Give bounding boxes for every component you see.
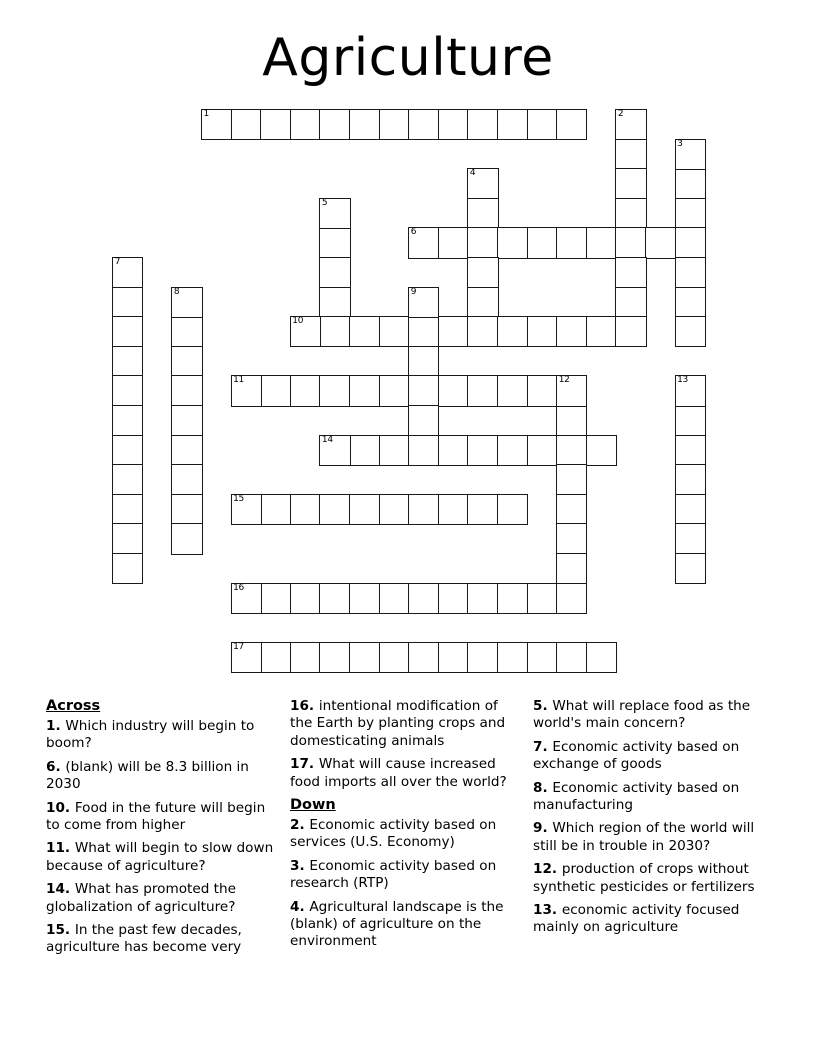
grid-cell[interactable]	[675, 494, 706, 525]
grid-cell[interactable]	[379, 375, 410, 406]
grid-cell[interactable]	[497, 316, 528, 347]
grid-cell[interactable]	[319, 435, 350, 466]
grid-cell[interactable]	[467, 494, 498, 525]
clue-number: 9.	[533, 820, 553, 837]
clue-number: 6.	[46, 758, 66, 775]
grid-cell[interactable]	[408, 109, 439, 140]
grid-cell[interactable]	[467, 435, 498, 466]
grid-cell[interactable]	[556, 435, 587, 466]
clue-column-3	[533, 698, 776, 943]
clue-text: What has promoted the globalization of agriculture?	[46, 881, 236, 915]
grid-cell[interactable]	[497, 109, 528, 140]
cell-number: 6	[410, 227, 417, 238]
grid-cell[interactable]	[615, 316, 646, 347]
grid-cell[interactable]	[497, 494, 528, 525]
grid-cell[interactable]	[408, 316, 439, 347]
grid-cell[interactable]	[112, 375, 143, 406]
grid-cell[interactable]	[319, 316, 350, 347]
clue-down-8[interactable]	[533, 780, 776, 815]
cell-number: 14	[321, 434, 333, 445]
grid-cell[interactable]	[231, 642, 262, 673]
grid-cell[interactable]	[556, 553, 587, 584]
cell-number: 7	[114, 257, 121, 267]
grid-cell[interactable]	[290, 316, 321, 347]
grid-cell[interactable]	[497, 435, 528, 466]
cell-number: 17	[233, 641, 244, 652]
clue-across-11[interactable]	[46, 840, 274, 875]
clue-across-14[interactable]	[46, 881, 274, 916]
grid-cell[interactable]	[527, 109, 558, 140]
clue-number: 14.	[46, 881, 75, 898]
page-title: Agriculture	[262, 28, 554, 88]
grid-cell[interactable]	[467, 227, 498, 258]
grid-cell[interactable]	[112, 494, 143, 525]
clue-number: 16.	[290, 698, 319, 714]
clue-text: Food in the future will begin to come from higher	[46, 799, 266, 834]
clue-down-4[interactable]	[290, 899, 522, 951]
clue-number: 1.	[46, 718, 66, 734]
grid-cell[interactable]	[467, 109, 498, 140]
clue-down-12[interactable]	[533, 861, 776, 896]
grid-cell[interactable]	[497, 642, 528, 673]
clue-text: In the past few decades, agriculture has become very	[46, 922, 242, 956]
grid-cell[interactable]	[112, 346, 143, 377]
grid-cell[interactable]	[408, 583, 439, 614]
grid-cell[interactable]	[438, 227, 469, 258]
grid-cell[interactable]	[645, 227, 676, 258]
clue-text: production of crops without synthetic pesticides or fertilizers	[533, 861, 755, 895]
grid-cell[interactable]	[438, 642, 469, 673]
clue-text: intentional modification of the Earth by planting crops and domesticating animals	[290, 698, 506, 749]
cell-number: 2	[617, 109, 624, 119]
clue-text: What will cause increased food imports all over the world?	[290, 756, 507, 790]
grid-cell[interactable]	[112, 257, 143, 288]
grid-cell[interactable]	[112, 435, 143, 466]
grid-cell[interactable]	[408, 642, 439, 673]
grid-cell[interactable]	[408, 227, 439, 258]
grid-cell[interactable]	[527, 642, 558, 673]
grid-cell[interactable]	[171, 405, 202, 436]
cell-number: 16	[233, 582, 244, 593]
grid-cell[interactable]	[171, 523, 202, 554]
grid-cell[interactable]	[438, 494, 469, 525]
clue-across-16[interactable]	[290, 698, 522, 750]
clue-number: 7.	[533, 738, 553, 755]
grid-cell[interactable]	[319, 642, 350, 673]
grid-cell[interactable]	[379, 316, 410, 347]
clue-down-9[interactable]	[533, 820, 776, 855]
grid-cell[interactable]	[319, 494, 350, 525]
grid-cell[interactable]	[260, 583, 291, 614]
grid-cell[interactable]	[556, 316, 587, 347]
grid-cell[interactable]	[231, 375, 262, 406]
grid-cell[interactable]	[379, 642, 410, 673]
clue-number: 15.	[46, 922, 75, 939]
grid-cell[interactable]	[675, 464, 706, 495]
grid-cell[interactable]	[231, 583, 262, 614]
down-heading: Down	[290, 797, 336, 814]
clue-number: 17.	[290, 756, 319, 773]
grid-cell[interactable]	[556, 642, 587, 673]
grid-cell[interactable]	[319, 198, 350, 229]
grid-cell[interactable]	[527, 316, 558, 347]
grid-cell[interactable]	[675, 227, 706, 258]
grid-cell[interactable]	[319, 257, 350, 288]
grid-cell[interactable]	[319, 375, 350, 406]
cell-number: 4	[469, 168, 476, 179]
clue-across-15[interactable]	[46, 922, 274, 957]
grid-cell[interactable]	[201, 109, 232, 140]
grid-cell[interactable]	[556, 405, 587, 436]
grid-cell[interactable]	[379, 109, 410, 140]
grid-cell[interactable]	[556, 523, 587, 554]
grid-cell[interactable]	[349, 375, 380, 406]
clue-number: 10.	[46, 799, 75, 816]
grid-cell[interactable]	[586, 642, 617, 673]
clue-column-2	[290, 698, 522, 957]
grid-cell[interactable]	[319, 227, 350, 258]
grid-cell[interactable]	[675, 139, 706, 170]
clue-text: economic activity focused mainly on agriculture	[533, 902, 740, 936]
clue-number: 2.	[290, 817, 310, 834]
grid-cell[interactable]	[497, 375, 528, 406]
grid-cell[interactable]	[615, 168, 646, 199]
grid-cell[interactable]	[467, 257, 498, 288]
grid-cell[interactable]	[408, 405, 439, 436]
grid-cell[interactable]	[675, 435, 706, 466]
grid-cell[interactable]	[349, 642, 380, 673]
grid-cell[interactable]	[171, 346, 202, 377]
grid-cell[interactable]	[675, 375, 706, 406]
grid-cell[interactable]	[467, 198, 498, 229]
grid-cell[interactable]	[615, 227, 646, 258]
grid-cell[interactable]	[112, 316, 143, 347]
clue-column-1	[46, 698, 274, 963]
grid-cell[interactable]	[231, 109, 262, 140]
grid-cell[interactable]	[467, 583, 498, 614]
across-heading: Across	[46, 698, 101, 714]
grid-cell[interactable]	[290, 494, 321, 525]
grid-cell[interactable]	[675, 287, 706, 318]
grid-cell[interactable]	[349, 583, 380, 614]
clue-text: Agricultural landscape is the (blank) of agriculture on the environment	[290, 898, 504, 950]
grid-cell[interactable]	[438, 435, 469, 466]
clue-number: 8.	[533, 779, 553, 796]
grid-cell[interactable]	[379, 494, 410, 525]
grid-cell[interactable]	[675, 168, 706, 199]
grid-cell[interactable]	[556, 375, 587, 406]
grid-cell[interactable]	[408, 287, 439, 318]
grid-cell[interactable]	[615, 257, 646, 288]
clue-text: Economic activity based on exchange of goods	[533, 738, 740, 773]
clue-text: What will begin to slow down because of agriculture?	[46, 840, 274, 874]
clue-down-3[interactable]	[290, 858, 522, 893]
cell-number: 11	[233, 375, 244, 386]
grid-cell[interactable]	[556, 109, 587, 140]
clue-text: Which region of the world will still be in trouble in 2030?	[533, 820, 755, 854]
grid-cell[interactable]	[290, 109, 321, 140]
grid-cell[interactable]	[467, 168, 498, 199]
grid-cell[interactable]	[675, 257, 706, 288]
grid-cell[interactable]	[438, 109, 469, 140]
grid-cell[interactable]	[319, 109, 350, 140]
clue-across-17[interactable]	[290, 756, 522, 791]
grid-cell[interactable]	[675, 523, 706, 554]
grid-cell[interactable]	[260, 642, 291, 673]
grid-cell[interactable]	[556, 464, 587, 495]
grid-cell[interactable]	[527, 435, 558, 466]
grid-cell[interactable]	[408, 435, 439, 466]
grid-cell[interactable]	[112, 287, 143, 318]
grid-cell[interactable]	[615, 287, 646, 318]
grid-cell[interactable]	[408, 346, 439, 377]
grid-cell[interactable]	[527, 583, 558, 614]
grid-cell[interactable]	[556, 227, 587, 258]
clues-area	[46, 698, 776, 998]
grid-cell[interactable]	[260, 494, 291, 525]
cell-number: 15	[233, 493, 244, 504]
grid-cell[interactable]	[171, 316, 202, 347]
grid-cell[interactable]	[290, 375, 321, 406]
grid-cell[interactable]	[349, 109, 380, 140]
grid-cell[interactable]	[527, 375, 558, 406]
cell-number: 13	[677, 375, 688, 386]
grid-cell[interactable]	[467, 642, 498, 673]
grid-cell[interactable]	[675, 405, 706, 436]
grid-cell[interactable]	[349, 316, 380, 347]
grid-cell[interactable]	[586, 316, 617, 347]
clue-number: 3.	[290, 857, 310, 874]
grid-cell[interactable]	[112, 523, 143, 554]
grid-cell[interactable]	[349, 435, 380, 466]
grid-cell[interactable]	[675, 198, 706, 229]
grid-cell[interactable]	[171, 375, 202, 406]
grid-cell[interactable]	[319, 287, 350, 318]
grid-cell[interactable]	[171, 435, 202, 466]
clue-across-6[interactable]	[46, 759, 274, 794]
cell-number: 9	[410, 286, 417, 297]
grid-cell[interactable]	[467, 287, 498, 318]
grid-cell[interactable]	[556, 583, 587, 614]
grid-cell[interactable]	[260, 375, 291, 406]
grid-cell[interactable]	[497, 227, 528, 258]
clue-number: 4.	[290, 898, 310, 915]
grid-cell[interactable]	[290, 642, 321, 673]
clue-down-2[interactable]	[290, 817, 522, 852]
grid-cell[interactable]	[171, 464, 202, 495]
grid-cell[interactable]	[349, 494, 380, 525]
grid-cell[interactable]	[675, 553, 706, 584]
cell-number: 12	[558, 375, 570, 386]
grid-cell[interactable]	[112, 405, 143, 436]
grid-cell[interactable]	[171, 287, 202, 318]
cell-number: 5	[321, 197, 328, 208]
clue-down-5[interactable]	[533, 698, 776, 733]
clue-down-7[interactable]	[533, 739, 776, 774]
grid-cell[interactable]	[290, 583, 321, 614]
clue-number: 13.	[533, 902, 562, 919]
cell-number: 10	[292, 316, 304, 327]
grid-cell[interactable]	[675, 316, 706, 347]
grid-cell[interactable]	[408, 494, 439, 525]
grid-cell[interactable]	[112, 553, 143, 584]
clue-number: 12.	[533, 861, 562, 878]
clue-text: What will replace food as the world's main concern?	[533, 698, 751, 732]
clue-across-10[interactable]	[46, 800, 274, 835]
clue-across-1[interactable]	[46, 718, 274, 753]
grid-cell[interactable]	[260, 109, 291, 140]
grid-cell[interactable]	[556, 494, 587, 525]
grid-cell[interactable]	[586, 227, 617, 258]
grid-cell[interactable]	[527, 227, 558, 258]
clue-down-13[interactable]	[533, 902, 776, 937]
grid-cell[interactable]	[438, 583, 469, 614]
grid-cell[interactable]	[615, 139, 646, 170]
clue-number: 5.	[533, 698, 553, 714]
grid-cell[interactable]	[467, 375, 498, 406]
grid-cell[interactable]	[438, 316, 469, 347]
cell-number: 3	[677, 138, 683, 149]
grid-cell[interactable]	[112, 464, 143, 495]
clue-text: Economic activity based on manufacturing	[533, 779, 740, 814]
clue-text: Economic activity based on research (RTP)	[290, 857, 497, 892]
grid-cell[interactable]	[379, 435, 410, 466]
grid-cell[interactable]	[615, 198, 646, 229]
grid-cell[interactable]	[319, 583, 350, 614]
grid-cell[interactable]	[586, 435, 617, 466]
grid-cell[interactable]	[171, 494, 202, 525]
grid-cell[interactable]	[231, 494, 262, 525]
grid-cell[interactable]	[379, 583, 410, 614]
grid-cell[interactable]	[467, 316, 498, 347]
cell-number: 8	[173, 286, 180, 297]
clue-text: Which industry will begin to boom?	[46, 718, 255, 752]
cell-number: 1	[203, 109, 209, 119]
clue-text: (blank) will be 8.3 billion in 2030	[46, 758, 249, 793]
grid-cell[interactable]	[497, 583, 528, 614]
grid-cell[interactable]	[438, 375, 469, 406]
clue-number: 11.	[46, 840, 75, 857]
grid-cell[interactable]	[615, 109, 646, 140]
grid-cell[interactable]	[408, 375, 439, 406]
clue-text: Economic activity based on services (U.S. Economy)	[290, 817, 497, 851]
